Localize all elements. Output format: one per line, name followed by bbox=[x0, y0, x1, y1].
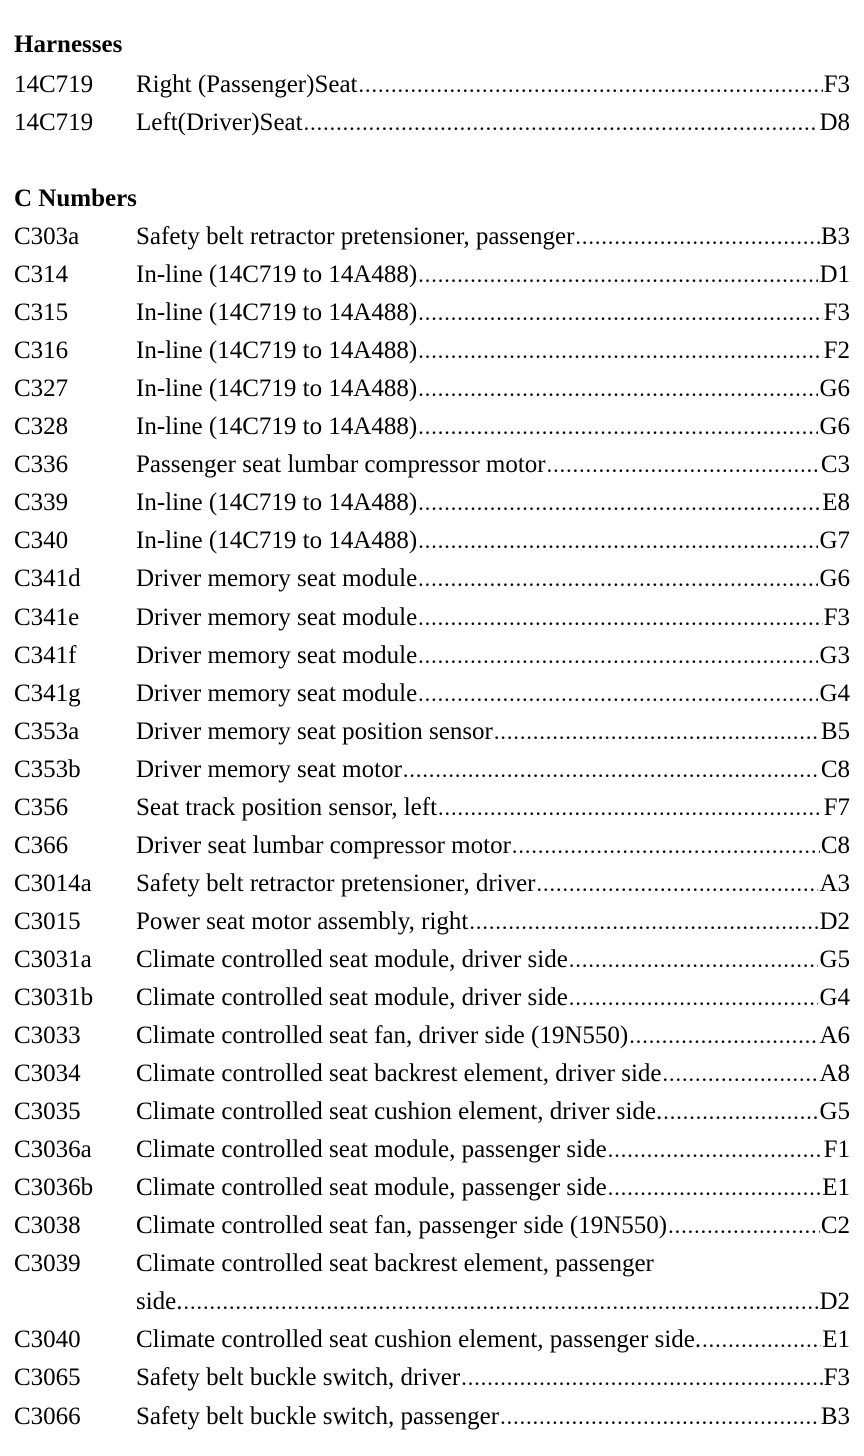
connector-description: Driver memory seat module bbox=[136, 680, 418, 707]
harness-row bbox=[14, 104, 850, 142]
dot-leader bbox=[537, 865, 819, 903]
grid-location: G6 bbox=[819, 565, 850, 592]
dot-leader bbox=[418, 675, 818, 713]
connector-description: Climate controlled seat backrest element, passenger bbox=[136, 1250, 654, 1277]
connector-description: In-line (14C719 to 14A488) bbox=[136, 413, 418, 440]
connector-description: Passenger seat lumbar compressor motor bbox=[136, 451, 546, 478]
dot-leader bbox=[469, 903, 818, 941]
connector-code: C3031b bbox=[14, 984, 94, 1011]
dot-leader bbox=[461, 1359, 822, 1397]
dot-leader bbox=[569, 941, 819, 979]
connector-row bbox=[14, 370, 850, 408]
connector-description: In-line (14C719 to 14A488) bbox=[136, 261, 418, 288]
grid-location: F7 bbox=[823, 794, 850, 821]
dot-leader bbox=[663, 1093, 818, 1131]
connector-description: Driver memory seat module bbox=[136, 565, 418, 592]
connector-row bbox=[14, 332, 850, 370]
grid-location: E1 bbox=[822, 1174, 850, 1201]
dot-leader bbox=[702, 1321, 821, 1359]
grid-location: G4 bbox=[819, 984, 850, 1011]
connector-code: C339 bbox=[14, 489, 69, 516]
connector-code: C314 bbox=[14, 261, 69, 288]
grid-location: A6 bbox=[819, 1022, 850, 1049]
connector-description: Climate controlled seat module, passenger side bbox=[136, 1174, 607, 1201]
connector-row bbox=[14, 865, 850, 903]
c-numbers-heading: C Numbers bbox=[14, 185, 137, 212]
dot-leader bbox=[569, 979, 819, 1017]
harnesses-heading: Harnesses bbox=[14, 31, 123, 58]
connector-description: Climate controlled seat cushion element, driver side. bbox=[136, 1098, 663, 1125]
connector-code: C341e bbox=[14, 604, 80, 631]
dot-leader bbox=[418, 370, 818, 408]
connector-code: C353b bbox=[14, 756, 81, 783]
connector-code: C3040 bbox=[14, 1326, 81, 1353]
connector-code: C3066 bbox=[14, 1403, 81, 1430]
dot-leader bbox=[418, 522, 818, 560]
connector-description: Seat track position sensor, left bbox=[136, 794, 438, 821]
dot-leader bbox=[494, 713, 820, 751]
grid-location: B3 bbox=[820, 223, 850, 250]
grid-location: C3 bbox=[820, 451, 850, 478]
connector-row bbox=[14, 522, 850, 560]
connector-description: Safety belt buckle switch, passenger bbox=[136, 1403, 500, 1430]
connector-description: Climate controlled seat module, driver side bbox=[136, 984, 568, 1011]
harness-code: 14C719 bbox=[14, 71, 94, 98]
grid-location: E1 bbox=[822, 1326, 850, 1353]
dot-leader bbox=[418, 256, 818, 294]
connector-row bbox=[14, 408, 850, 446]
connector-description: Climate controlled seat module, driver side bbox=[136, 946, 568, 973]
connector-row bbox=[14, 1398, 850, 1436]
connector-row bbox=[14, 675, 850, 713]
connector-description: Driver seat lumbar compressor motor bbox=[136, 832, 511, 859]
dot-leader bbox=[418, 560, 818, 598]
connector-description: In-line (14C719 to 14A488) bbox=[136, 299, 418, 326]
grid-location: G4 bbox=[819, 680, 850, 707]
harness-row bbox=[14, 66, 850, 104]
dot-leader bbox=[663, 1055, 819, 1093]
connector-row bbox=[14, 637, 850, 675]
grid-location: D1 bbox=[819, 261, 850, 288]
connector-description: Climate controlled seat fan, passenger side (19N550) bbox=[136, 1212, 668, 1239]
grid-location: C8 bbox=[820, 756, 850, 783]
grid-location: G3 bbox=[819, 642, 850, 669]
connector-code: C3065 bbox=[14, 1364, 81, 1391]
grid-location: C8 bbox=[820, 832, 850, 859]
connector-code: C3014a bbox=[14, 870, 92, 897]
connector-code: C3036a bbox=[14, 1136, 92, 1163]
grid-location: D2 bbox=[819, 908, 850, 935]
connector-code: C3036b bbox=[14, 1174, 94, 1201]
connector-row bbox=[14, 713, 850, 751]
grid-location: F2 bbox=[823, 337, 850, 364]
dot-leader bbox=[418, 408, 818, 446]
connector-row bbox=[14, 903, 850, 941]
connector-row bbox=[14, 1093, 850, 1131]
connector-description: Safety belt retractor pretensioner, driver bbox=[136, 870, 536, 897]
connector-row bbox=[14, 979, 850, 1017]
grid-location: F3 bbox=[823, 299, 850, 326]
connector-row bbox=[14, 1207, 850, 1245]
connector-code: C353a bbox=[14, 718, 80, 745]
connector-code: C3031a bbox=[14, 946, 92, 973]
connector-row bbox=[14, 1055, 850, 1093]
connector-code: C3038 bbox=[14, 1212, 81, 1239]
connector-description: Climate controlled seat module, passenger side bbox=[136, 1136, 607, 1163]
dot-leader bbox=[500, 1398, 820, 1436]
harness-description: Left(Driver)Seat bbox=[136, 109, 303, 136]
dot-leader bbox=[668, 1207, 820, 1245]
connector-row bbox=[14, 1017, 850, 1055]
connector-code: C3035 bbox=[14, 1098, 81, 1125]
connector-description: In-line (14C719 to 14A488) bbox=[136, 337, 418, 364]
connector-row bbox=[14, 1245, 850, 1283]
grid-location: F3 bbox=[823, 71, 850, 98]
connector-description: Safety belt retractor pretensioner, passenger bbox=[136, 223, 575, 250]
connector-description: Driver memory seat motor bbox=[136, 756, 402, 783]
connector-description: Climate controlled seat cushion element, passenger side. bbox=[136, 1326, 702, 1353]
connector-row bbox=[14, 1169, 850, 1207]
connector-code: C328 bbox=[14, 413, 69, 440]
connector-row bbox=[14, 1131, 850, 1169]
grid-location: A3 bbox=[819, 870, 850, 897]
dot-leader bbox=[418, 332, 822, 370]
grid-location: D8 bbox=[819, 109, 850, 136]
connector-row bbox=[14, 560, 850, 598]
connector-row bbox=[14, 256, 850, 294]
connector-code: C341d bbox=[14, 565, 81, 592]
dot-leader bbox=[608, 1131, 823, 1169]
connector-row bbox=[14, 294, 850, 332]
grid-location: G5 bbox=[819, 946, 850, 973]
connector-row-continuation bbox=[14, 1283, 850, 1321]
dot-leader bbox=[403, 751, 820, 789]
connector-description: Driver memory seat module bbox=[136, 604, 418, 631]
harness-description: Right (Passenger)Seat bbox=[136, 71, 358, 98]
connector-description: Climate controlled seat backrest element, driver side bbox=[136, 1060, 662, 1087]
connector-code: C316 bbox=[14, 337, 69, 364]
connector-code: C341g bbox=[14, 680, 81, 707]
connector-row bbox=[14, 1321, 850, 1359]
connector-description: Safety belt buckle switch, driver bbox=[136, 1364, 461, 1391]
connector-description: In-line (14C719 to 14A488) bbox=[136, 375, 418, 402]
connector-code: C3034 bbox=[14, 1060, 81, 1087]
connector-row bbox=[14, 218, 850, 256]
dot-leader bbox=[575, 218, 819, 256]
connector-description: Climate controlled seat fan, driver side (19N550) bbox=[136, 1022, 629, 1049]
dot-leader bbox=[629, 1017, 818, 1055]
connector-description: side. bbox=[136, 1288, 183, 1315]
connector-code: C366 bbox=[14, 832, 69, 859]
harness-code: 14C719 bbox=[14, 109, 94, 136]
connector-code: C356 bbox=[14, 794, 69, 821]
grid-location: F1 bbox=[823, 1136, 850, 1163]
dot-leader bbox=[418, 637, 818, 675]
grid-location: B5 bbox=[820, 718, 850, 745]
connector-code: C303a bbox=[14, 223, 80, 250]
grid-location: E8 bbox=[822, 489, 850, 516]
dot-leader bbox=[512, 827, 820, 865]
grid-location: G5 bbox=[819, 1098, 850, 1125]
connector-description: In-line (14C719 to 14A488) bbox=[136, 527, 418, 554]
connector-code: C327 bbox=[14, 375, 69, 402]
connector-description: In-line (14C719 to 14A488) bbox=[136, 489, 418, 516]
connector-row bbox=[14, 941, 850, 979]
dot-leader bbox=[184, 1283, 819, 1321]
connector-code: C3039 bbox=[14, 1250, 81, 1277]
connector-row bbox=[14, 599, 850, 637]
connector-code: C336 bbox=[14, 451, 69, 478]
connector-row bbox=[14, 789, 850, 827]
connector-row bbox=[14, 484, 850, 522]
grid-location: F3 bbox=[823, 1364, 850, 1391]
connector-code: C315 bbox=[14, 299, 69, 326]
connector-row bbox=[14, 827, 850, 865]
connector-row bbox=[14, 446, 850, 484]
grid-location: A8 bbox=[819, 1060, 850, 1087]
dot-leader bbox=[418, 599, 822, 637]
connector-description: Driver memory seat position sensor bbox=[136, 718, 493, 745]
connector-code: C340 bbox=[14, 527, 69, 554]
grid-location: F3 bbox=[823, 604, 850, 631]
connector-row bbox=[14, 751, 850, 789]
grid-location: G7 bbox=[819, 527, 850, 554]
connector-row bbox=[14, 1359, 850, 1397]
grid-location: C2 bbox=[820, 1212, 850, 1239]
connector-code: C341f bbox=[14, 642, 77, 669]
dot-leader bbox=[418, 294, 822, 332]
grid-location: G6 bbox=[819, 413, 850, 440]
grid-location: B3 bbox=[820, 1403, 850, 1430]
connector-description: Power seat motor assembly, right bbox=[136, 908, 469, 935]
connector-description: Driver memory seat module bbox=[136, 642, 418, 669]
connector-code: C3015 bbox=[14, 908, 81, 935]
dot-leader bbox=[418, 484, 821, 522]
grid-location: D2 bbox=[819, 1288, 850, 1315]
dot-leader bbox=[438, 789, 823, 827]
connector-code: C3033 bbox=[14, 1022, 81, 1049]
dot-leader bbox=[304, 104, 819, 142]
dot-leader bbox=[608, 1169, 822, 1207]
grid-location: G6 bbox=[819, 375, 850, 402]
dot-leader bbox=[547, 446, 820, 484]
dot-leader bbox=[358, 66, 822, 104]
